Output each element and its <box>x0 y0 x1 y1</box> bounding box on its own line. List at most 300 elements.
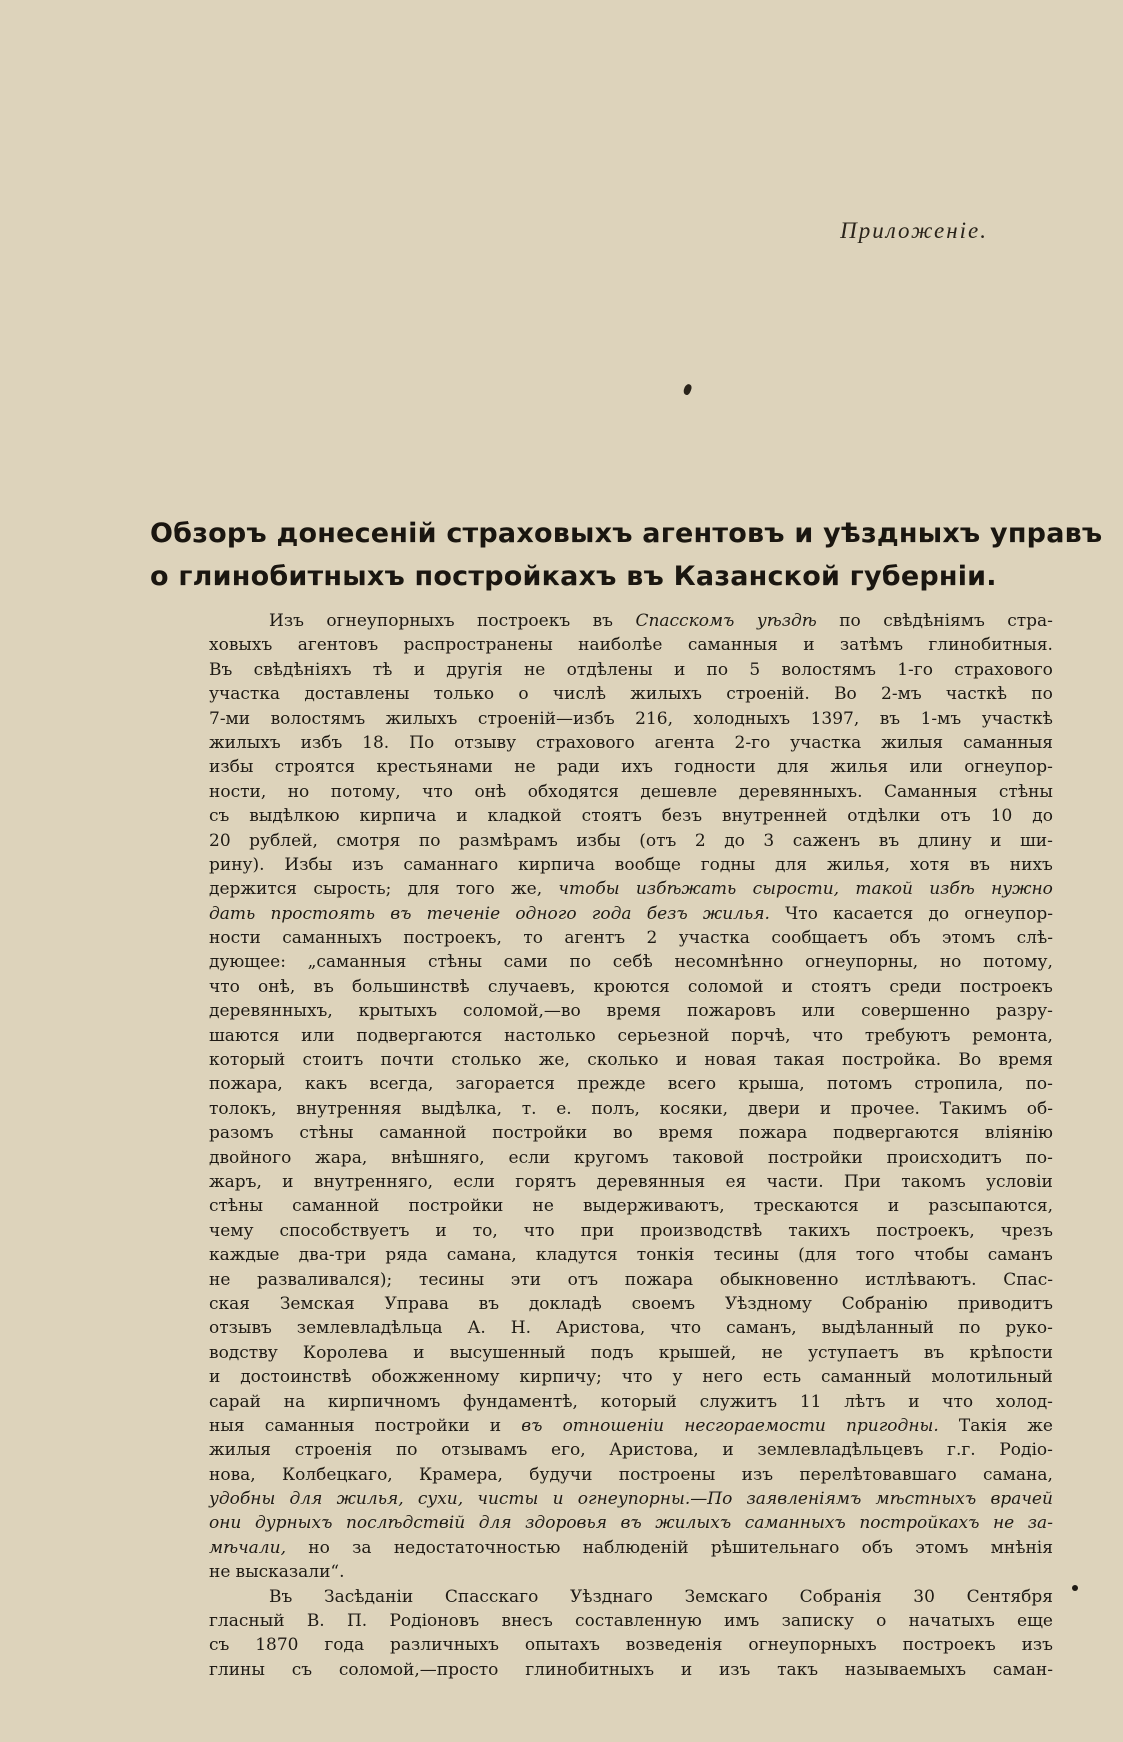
word: часткѣ <box>945 684 1008 705</box>
word: руко- <box>1005 1318 1053 1339</box>
word: рину). <box>209 854 265 875</box>
word: но <box>287 781 310 802</box>
word: Сентября <box>966 1586 1053 1607</box>
word: они <box>209 1513 242 1534</box>
text-line <box>209 1219 1053 1243</box>
word: Во <box>958 1050 982 1071</box>
word: потому, <box>983 952 1053 973</box>
word: числѣ <box>552 684 607 705</box>
word: жаръ, <box>209 1171 262 1192</box>
word: подъ <box>590 1342 634 1363</box>
word: Н. <box>510 1318 531 1339</box>
word: ея <box>725 1171 747 1192</box>
word: т. <box>521 1098 537 1119</box>
word: страхового <box>536 732 635 753</box>
word: или <box>801 1001 836 1022</box>
word: длину <box>917 830 972 851</box>
word: жилыхъ <box>209 732 281 753</box>
word: почти <box>380 1050 435 1071</box>
word: такомъ <box>901 1171 966 1192</box>
word: не <box>209 1269 231 1290</box>
word: не <box>209 1562 231 1583</box>
word: по <box>958 1318 981 1339</box>
word: отзыву <box>454 732 517 753</box>
word: касается <box>833 903 914 924</box>
word: ряда <box>385 1245 428 1266</box>
word: о <box>876 1611 887 1632</box>
word: и <box>413 1342 425 1363</box>
word: для <box>478 1513 512 1534</box>
text-line <box>209 1024 1053 1048</box>
word: него <box>702 1367 743 1388</box>
word: 30 <box>913 1586 935 1607</box>
word: жилыхъ <box>385 708 458 729</box>
word: агента <box>654 732 715 753</box>
word: ности, <box>209 781 267 802</box>
word: внѣшняго, <box>391 1147 485 1168</box>
word: если <box>508 1147 551 1168</box>
word: вліянію <box>984 1123 1053 1144</box>
text-line <box>209 1243 1053 1267</box>
word: построены <box>618 1464 716 1485</box>
text-line <box>209 1585 1053 1609</box>
body-text <box>209 609 1053 1682</box>
word: стоятъ <box>811 976 872 997</box>
word: до <box>724 830 745 851</box>
margin-dot <box>1072 1585 1078 1591</box>
word: есть <box>762 1367 802 1388</box>
word: и <box>819 1098 832 1119</box>
word: не <box>514 757 536 778</box>
word: страхового <box>954 659 1053 680</box>
word: двери <box>747 1098 801 1119</box>
word: построекъ, <box>403 928 502 949</box>
word: глины <box>209 1659 265 1680</box>
word: всего <box>667 1074 717 1095</box>
word: постройки <box>767 1147 863 1168</box>
word: выдерживаютъ, <box>582 1196 725 1217</box>
word: и <box>282 1171 294 1192</box>
word: косяки, <box>659 1098 729 1119</box>
word: саман- <box>992 1659 1053 1680</box>
word: тѣ <box>372 659 393 680</box>
word: Избы <box>284 854 333 875</box>
word: ховыхъ <box>209 635 273 656</box>
word: изъ <box>1021 1635 1053 1656</box>
word: огнеупорны.—По <box>577 1489 733 1510</box>
word: саженъ <box>792 830 861 851</box>
word: по <box>706 659 729 680</box>
word: стѣны <box>427 952 483 973</box>
word: возведенія <box>625 1635 723 1656</box>
word: пожара <box>624 1269 694 1290</box>
word: Уѣзднаго <box>570 1586 653 1607</box>
word: свѣдѣніямъ <box>883 611 985 631</box>
word: жилья <box>830 757 889 778</box>
word: приводитъ <box>957 1293 1053 1314</box>
word: 7-ми <box>209 708 251 729</box>
word: крышей, <box>658 1342 737 1363</box>
word: В. <box>306 1611 325 1632</box>
word: 216, <box>635 708 674 729</box>
word: внутренняя <box>296 1098 402 1119</box>
text-line <box>209 1487 1053 1511</box>
word: пожара <box>738 1123 808 1144</box>
word: объ <box>889 928 921 949</box>
word: такъ <box>777 1659 819 1680</box>
word: отъ <box>940 806 971 827</box>
word: несгораемости <box>684 1415 826 1436</box>
word: саманной <box>379 1123 467 1144</box>
word: дешевле <box>640 781 718 802</box>
word: 2 <box>646 928 658 949</box>
word: же, <box>511 879 543 900</box>
word: внутренняго, <box>313 1171 433 1192</box>
word: шаются <box>209 1025 280 1046</box>
word: и <box>781 976 793 997</box>
word: жилья. <box>702 903 770 924</box>
word: ныя <box>209 1415 245 1436</box>
word: соломой,—просто <box>338 1659 499 1680</box>
word: выдѣлкою <box>249 806 340 827</box>
word: или <box>909 757 943 778</box>
word: разваливался); <box>257 1269 393 1290</box>
text-line <box>209 1268 1053 1292</box>
word: что <box>812 1025 844 1046</box>
word: тонкія <box>636 1245 695 1266</box>
word: два-три <box>298 1245 367 1266</box>
ink-mark <box>682 383 693 396</box>
word: и <box>435 1220 447 1241</box>
word: за- <box>1027 1513 1053 1534</box>
word: постройки <box>492 1123 588 1144</box>
word: въ <box>969 854 990 875</box>
word: доставлены <box>304 684 410 705</box>
text-line <box>209 926 1053 950</box>
text-line <box>209 1438 1053 1462</box>
word: деревянныхъ. <box>738 781 863 802</box>
word: выдѣлка, <box>421 1098 503 1119</box>
word: онѣ <box>474 781 507 802</box>
word: удобны <box>209 1489 276 1510</box>
word: 1397, <box>810 708 860 729</box>
word: въ <box>313 976 334 997</box>
word: Спас- <box>1003 1269 1053 1290</box>
word: По <box>409 732 435 753</box>
word: стоятъ <box>581 806 642 827</box>
word: что <box>422 781 453 802</box>
word: высушенный <box>449 1342 566 1363</box>
word: крытыхъ <box>358 1001 438 1022</box>
word: дурныхъ <box>254 1513 333 1534</box>
word: деревянныхъ, <box>209 1001 333 1022</box>
word: постройкахъ <box>859 1513 980 1534</box>
word: врачей <box>990 1489 1053 1510</box>
word: записку <box>781 1611 854 1632</box>
word: тесины <box>713 1245 779 1266</box>
text-line <box>209 877 1053 901</box>
word: и <box>675 1050 688 1071</box>
word: онѣ, <box>258 976 296 997</box>
heading-line-1: Обзоръ донесеній страховыхъ агентовъ и уѣздныхъ управъ <box>150 518 1103 549</box>
word: холодныхъ <box>693 708 791 729</box>
word: прочее. <box>850 1098 920 1119</box>
word: ихъ <box>621 757 653 778</box>
text-line <box>209 999 1053 1023</box>
word: что <box>621 1367 653 1388</box>
word: таковой <box>672 1147 745 1168</box>
word: Въ <box>209 659 233 680</box>
word: соломой <box>687 976 764 997</box>
word: опытахъ <box>524 1635 600 1656</box>
text-line <box>209 1390 1053 1414</box>
word: по <box>395 1440 418 1461</box>
text-line <box>209 853 1053 877</box>
word: изъ <box>718 1659 751 1680</box>
word: совершенно <box>861 1001 971 1022</box>
word: года <box>324 1635 365 1656</box>
word: не <box>992 1513 1015 1534</box>
word: истлѣваютъ. <box>865 1269 977 1290</box>
word: „саманныя <box>307 952 407 973</box>
word: саманной <box>292 1196 380 1217</box>
word: же, <box>538 1050 570 1071</box>
word: и <box>887 1196 900 1217</box>
word: 11 <box>799 1391 822 1412</box>
word: хотя <box>909 854 950 875</box>
word: другія <box>446 659 503 680</box>
word: волостямъ <box>781 659 876 680</box>
text-line <box>209 1194 1053 1218</box>
word: свѣдѣніяхъ <box>253 659 352 680</box>
word: различныхъ <box>390 1635 499 1656</box>
word: жилыхъ <box>655 1513 732 1534</box>
word: по <box>1031 684 1053 705</box>
word: того <box>855 1245 895 1266</box>
word: Родіоновъ <box>389 1611 480 1632</box>
word: кладутся <box>535 1245 618 1266</box>
word: 1-го <box>897 659 933 680</box>
word: жилья, <box>336 1489 404 1510</box>
word: Засѣданіи <box>324 1586 414 1607</box>
word: (для <box>798 1245 837 1266</box>
word: саманныя <box>687 635 778 656</box>
word: самана, <box>446 1245 517 1266</box>
word: сарай <box>209 1391 262 1412</box>
text-line <box>209 1292 1053 1316</box>
text-line <box>209 902 1053 926</box>
word: по- <box>1025 1147 1053 1168</box>
word: жилыхъ <box>630 684 702 705</box>
word: распространены <box>403 635 553 656</box>
text-line <box>209 1365 1053 1389</box>
text-line <box>209 609 1053 633</box>
word: и <box>456 806 468 827</box>
word: 1-мъ <box>920 708 962 729</box>
word: въ <box>923 1342 945 1363</box>
word: строеній. <box>726 684 810 705</box>
word: для <box>289 1489 323 1510</box>
word: не <box>532 1196 554 1217</box>
word: построекъ <box>902 1635 996 1656</box>
word: одного <box>515 903 577 924</box>
word: Изъ <box>269 611 304 631</box>
word: разсыпаются, <box>928 1196 1053 1217</box>
text-line <box>209 1536 1053 1560</box>
word: отношеніи <box>562 1415 665 1436</box>
word: простоять <box>270 903 376 924</box>
word: который <box>209 1050 286 1071</box>
text-line <box>209 731 1053 755</box>
word: серьезной <box>617 1025 710 1046</box>
word: настолько <box>504 1025 596 1046</box>
word: еще <box>1017 1611 1053 1632</box>
word: стѣны <box>209 1196 264 1217</box>
word: въ <box>620 1513 642 1534</box>
word: изъ <box>352 854 384 875</box>
word: Собранію <box>841 1293 928 1314</box>
word: отзывъ <box>209 1318 272 1339</box>
word: и <box>803 635 815 656</box>
word: молотильный <box>931 1367 1053 1388</box>
word: безъ <box>646 903 688 924</box>
word: пожара, <box>209 1074 283 1095</box>
word: начатыхъ <box>908 1611 995 1632</box>
word: гласный <box>209 1611 285 1632</box>
word: агентовъ <box>297 635 379 656</box>
word: 5 <box>749 659 761 680</box>
text-line <box>209 1146 1053 1170</box>
word: е. <box>556 1098 572 1119</box>
word: избы <box>209 757 254 778</box>
word: и <box>413 659 426 680</box>
word: сообщаетъ <box>771 928 868 949</box>
text-line <box>209 1121 1053 1145</box>
word: недостаточностью <box>393 1537 561 1558</box>
word: служитъ <box>699 1391 778 1412</box>
text-line <box>209 707 1053 731</box>
word: чисты <box>477 1489 539 1510</box>
word: огнеупор- <box>964 757 1053 778</box>
word: 3 <box>763 830 775 851</box>
word: строенія <box>294 1440 373 1461</box>
text-line <box>209 1170 1053 1194</box>
word: построекъ <box>959 976 1053 997</box>
word: этомъ <box>915 1537 969 1558</box>
word: кирпичномъ <box>327 1391 441 1412</box>
heading-line-2: о глинобитныхъ постройкахъ въ Казанской губерніи. <box>150 561 997 592</box>
word: какъ <box>304 1074 348 1095</box>
word: загорается <box>455 1074 555 1095</box>
word: случаевъ, <box>487 976 576 997</box>
word: или <box>301 1025 335 1046</box>
word: рублей, <box>249 830 318 851</box>
word: пожаровъ <box>686 1001 776 1022</box>
word: Въ <box>269 1586 293 1607</box>
word: послѣдствій <box>345 1513 466 1534</box>
text-line <box>209 1341 1053 1365</box>
word: саманный <box>820 1367 912 1388</box>
word: дать <box>209 903 256 924</box>
word: составленную <box>575 1611 702 1632</box>
word: столько <box>451 1050 522 1071</box>
word: годны <box>700 854 756 875</box>
word: рѣшительнаго <box>710 1537 840 1558</box>
word: Уѣздному <box>724 1293 812 1314</box>
word: соломой,—во <box>462 1001 581 1022</box>
word: А. <box>467 1318 486 1339</box>
text-line <box>209 1316 1053 1340</box>
word: Крамера, <box>419 1464 503 1485</box>
word: несомнѣнно <box>674 952 784 973</box>
word: эти <box>510 1269 542 1290</box>
text-line <box>209 1072 1053 1096</box>
word: тесины <box>418 1269 485 1290</box>
word: и <box>209 1367 221 1388</box>
word: и <box>722 1440 734 1461</box>
word: большинствѣ <box>351 976 470 997</box>
word: огнеупорныхъ <box>326 611 455 631</box>
word: саманъ, <box>726 1318 797 1339</box>
word: по- <box>1025 1074 1053 1095</box>
word: своемъ <box>631 1293 696 1314</box>
word: Земскаго <box>684 1586 768 1607</box>
word: стѣны <box>998 781 1053 802</box>
text-line <box>209 1414 1053 1438</box>
word: условіи <box>985 1171 1053 1192</box>
word: волостямъ <box>270 708 366 729</box>
word: части. <box>766 1171 824 1192</box>
word: его, <box>551 1440 586 1461</box>
word: достоинствѣ <box>240 1367 352 1388</box>
word: ремонта, <box>972 1025 1053 1046</box>
word: при <box>580 1220 615 1241</box>
word: по <box>418 830 441 851</box>
word: постройка. <box>842 1050 942 1071</box>
word: такая <box>773 1050 825 1071</box>
word: Управа <box>384 1293 449 1314</box>
word: нужно <box>991 879 1053 900</box>
word: но <box>939 952 962 973</box>
word: среди <box>889 976 942 997</box>
word: который <box>600 1391 677 1412</box>
word: глинобитныхъ <box>525 1659 655 1680</box>
word: 1870 <box>255 1635 299 1656</box>
text-line <box>209 755 1053 779</box>
word: стѣны <box>299 1123 354 1144</box>
word: строятся <box>274 757 356 778</box>
word: высказали“. <box>235 1562 345 1583</box>
word: и <box>908 1391 920 1412</box>
word: наблюденій <box>582 1537 689 1558</box>
word: 2-мъ <box>881 684 922 705</box>
word: саманнаго <box>403 854 499 875</box>
word: П. <box>346 1611 368 1632</box>
word: каждые <box>209 1245 280 1266</box>
word: съ <box>209 806 230 827</box>
word: глинобитныя. <box>928 635 1053 656</box>
word: безъ <box>661 806 703 827</box>
word: требуютъ <box>864 1025 951 1046</box>
text-line <box>209 682 1053 706</box>
word: построекъ <box>477 611 571 631</box>
word: чтобы <box>558 879 620 900</box>
word: потому, <box>330 781 401 802</box>
word: и <box>990 830 1002 851</box>
word: Спасскаго <box>444 1586 539 1607</box>
word: толокъ, <box>209 1098 277 1119</box>
word: саманныхъ <box>282 928 382 949</box>
